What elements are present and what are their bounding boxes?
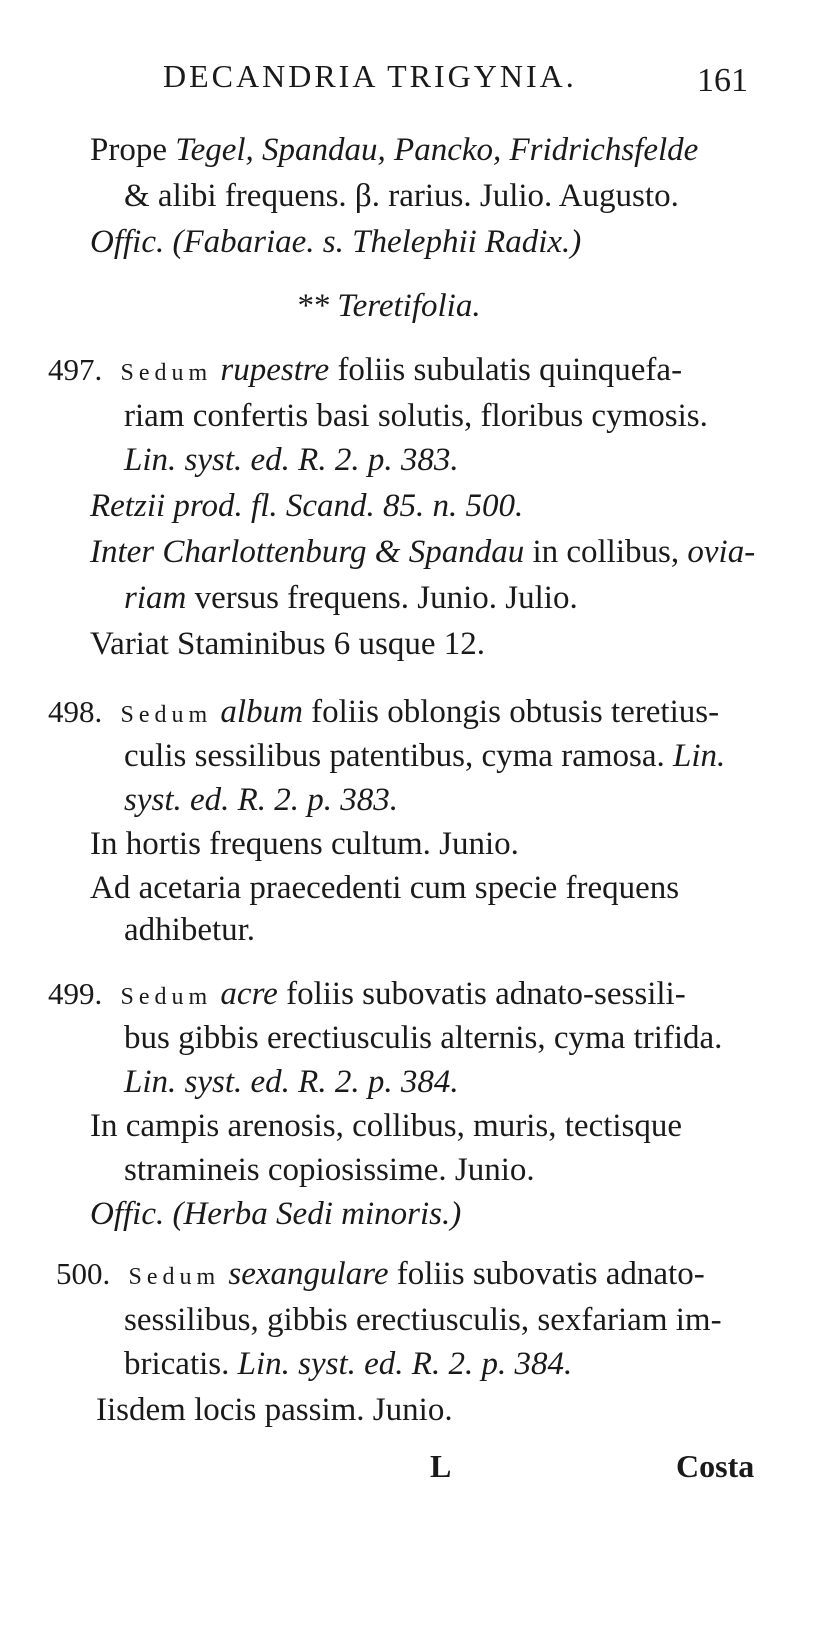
entry-text: culis sessilibus patentibus, cyma ramosa. [124, 738, 673, 774]
entry-498-line-3: syst. ed. R. 2. p. 383. [124, 782, 399, 818]
entry-497-line-4: Retzii prod. fl. Scand. 85. n. 500. [90, 488, 524, 524]
entry-498-line-6: adhibetur. [124, 912, 256, 948]
entry-499-line-6: Offic. (Herba Sedi minoris.) [90, 1196, 462, 1232]
entry-genus: Sedum [120, 702, 213, 728]
entry-500-line-1 [56, 1254, 705, 1297]
entry-species: sexangulare [228, 1256, 389, 1292]
running-head-title: DECANDRIA TRIGYNIA. [163, 58, 577, 94]
entry-text: versus frequens. Junio. Julio. [186, 580, 578, 616]
entry-localities: Inter Charlottenburg & Spandau [90, 534, 525, 570]
page-number: 161 [697, 62, 748, 99]
entry-genus: Sedum [120, 984, 213, 1010]
entry-498-line-4: In hortis frequens cultum. Junio. [90, 826, 519, 862]
intro-line-1 [90, 130, 698, 170]
entry-499-line-4: In campis arenosis, collibus, muris, tectisque [90, 1108, 683, 1144]
entry-497-line-2: riam confertis basi solutis, floribus cymosis. [124, 398, 708, 434]
entry-498-line-1 [48, 692, 719, 735]
entry-499-line-5: stramineis copiosissime. Junio. [124, 1152, 535, 1188]
entry-500-line-3 [124, 1344, 572, 1384]
entry-text: foliis subovatis adnato- [396, 1256, 705, 1292]
entry-species: acre [220, 976, 278, 1012]
entry-species: rupestre [220, 352, 330, 388]
entry-number: 497. [48, 352, 103, 387]
section-heading: ** Teretifolia. [296, 288, 481, 324]
entry-497-line-7: Variat Staminibus 6 usque 12. [90, 626, 486, 662]
entry-498-line-5: Ad acetaria praecedenti cum specie frequens [90, 870, 680, 906]
entry-497-line-3: Lin. syst. ed. R. 2. p. 383. [124, 442, 459, 478]
signature-mark: L [430, 1448, 452, 1484]
entry-text: foliis oblongis obtusis teretius- [311, 694, 720, 730]
intro-line-3: Offic. (Fabariae. s. Thelephii Radix.) [90, 224, 582, 260]
catchword: Costa [676, 1448, 755, 1484]
entry-text: Lin. [673, 738, 726, 774]
entry-genus: Sedum [128, 1264, 221, 1290]
entry-497-line-1 [48, 350, 682, 393]
entry-text: bricatis. [124, 1346, 238, 1382]
entry-number: 498. [48, 694, 103, 729]
entry-498-line-2 [124, 736, 725, 776]
entry-text: riam [124, 580, 187, 616]
entry-499-line-2: bus gibbis erectiusculis alternis, cyma trifida. [124, 1020, 723, 1056]
entry-500-line-2: sessilibus, gibbis erectiusculis, sexfariam im- [124, 1302, 722, 1338]
entry-text: foliis subovatis adnato-sessili- [286, 976, 686, 1012]
entry-499-line-1 [48, 974, 686, 1017]
entry-text: in collibus, [524, 534, 688, 570]
entry-species: album [220, 694, 303, 730]
intro-text: Prope [90, 132, 176, 168]
entry-500-line-4: Iisdem locis passim. Junio. [96, 1392, 453, 1428]
entry-text: foliis subulatis quinquefa- [337, 352, 683, 388]
entry-497-line-6 [124, 578, 578, 618]
entry-text: ovia- [687, 534, 756, 570]
entry-number: 500. [56, 1256, 111, 1291]
entry-text: Lin. syst. ed. R. 2. p. 384. [237, 1346, 573, 1382]
entry-499-line-3: Lin. syst. ed. R. 2. p. 384. [124, 1064, 459, 1100]
intro-localities: Tegel, Spandau, Pancko, Fridrichsfelde [175, 132, 699, 168]
entry-497-line-5 [90, 532, 755, 572]
entry-number: 499. [48, 976, 103, 1011]
entry-genus: Sedum [120, 360, 213, 386]
intro-line-2: & alibi frequens. β. rarius. Julio. Augusto. [124, 178, 679, 214]
